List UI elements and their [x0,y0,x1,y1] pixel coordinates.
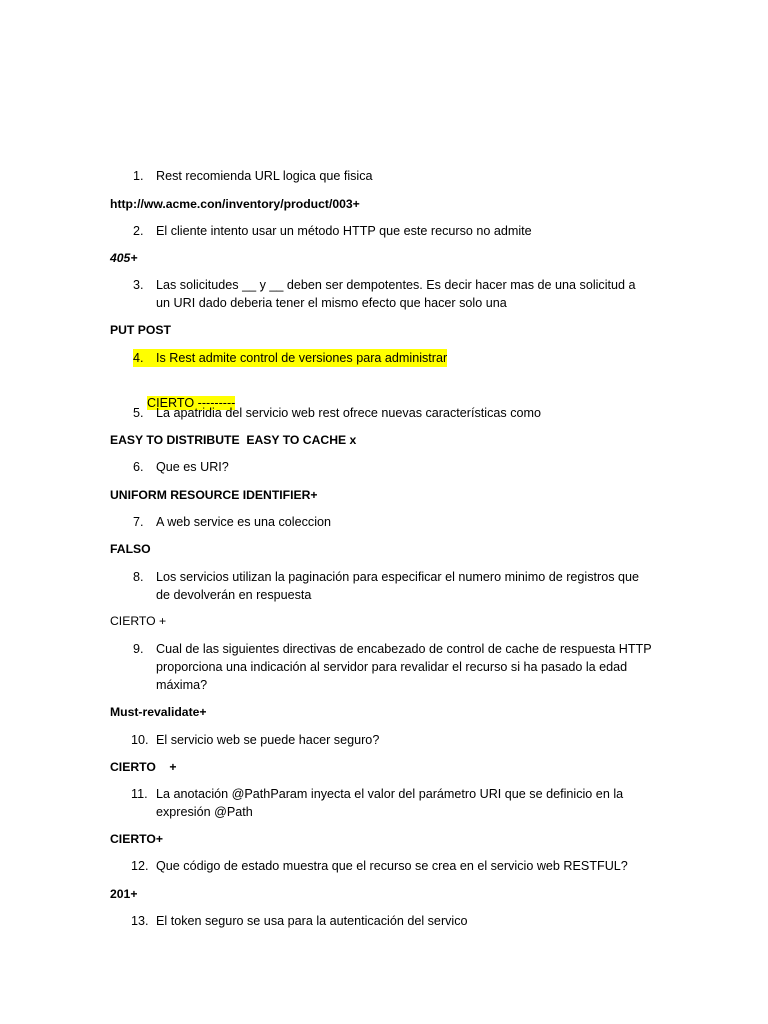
question-number: 2. [133,224,144,238]
answer-3: PUT POST [110,323,171,337]
question-number: 8. [133,570,144,584]
question-number: 11. [131,787,148,801]
question-text: A web service es una coleccion [156,515,332,529]
question-number: 4. [133,351,144,365]
question-number: 9. [133,642,144,656]
question-7 [133,513,653,531]
question-text: Que código de estado muestra que el recurso se crea en el servicio web RESTFUL? [156,859,628,873]
question-1 [133,167,653,185]
question-2 [133,222,653,240]
question-6 [133,458,653,476]
question-13 [131,912,651,930]
question-10 [131,731,651,749]
answer-9: Must-revalidate+ [110,705,207,719]
question-9 [133,640,653,694]
answer-1: http://ww.acme.con/inventory/product/003+ [110,197,360,211]
answer-5: EASY TO DISTRIBUTE EASY TO CACHE x [110,433,357,447]
question-number: 10. [131,733,149,747]
question-text: Que es URI? [156,460,229,474]
question-number: 3. [133,278,144,292]
question-text: La apatridia del servicio web rest ofrece nuevas características como [156,406,541,420]
question-number: 12. [131,859,149,873]
question-text: Is Rest admite control de versiones para administrar [156,351,448,365]
question-number: 13. [131,914,149,928]
question-4 [133,349,653,367]
highlighted-question [133,349,447,367]
answer-8: CIERTO + [110,614,167,628]
question-12 [131,857,651,875]
question-text: El token seguro se usa para la autenticación del servico [156,914,468,928]
question-5 [133,404,653,422]
question-8 [133,568,653,604]
answer-2: 405+ [110,251,138,265]
question-number: 7. [133,515,144,529]
answer-7: FALSO [110,542,151,556]
question-text: El servicio web se puede hacer seguro? [156,733,380,747]
question-3 [133,276,653,312]
question-number: 1. [133,169,144,183]
question-text: Las solicitudes __ y __ deben ser dempotentes. Es decir hacer mas de una solicitud a un URI dado deberia tener el mismo efecto que hacer solo una [156,278,636,310]
question-text: Los servicios utilizan la paginación para especificar el numero minimo de registros que de devolverán en respuesta [156,570,640,602]
answer-6: UNIFORM RESOURCE IDENTIFIER+ [110,488,318,502]
question-11 [131,785,651,821]
answer-11: CIERTO+ [110,832,163,846]
question-text: Rest recomienda URL logica que fisica [156,169,373,183]
question-text: La anotación @PathParam inyecta el valor del parámetro URI que se definicio en la expresión @Path [156,787,624,819]
question-text: El cliente intento usar un método HTTP que este recurso no admite [156,224,532,238]
answer-12: 201+ [110,887,138,901]
answer-10: CIERTO + [110,760,177,774]
question-number: 5. [133,406,144,420]
highlighted-answer: CIERTO --------- [147,396,236,410]
question-number: 6. [133,460,144,474]
question-text: Cual de las siguientes directivas de encabezado de control de cache de respuesta HTTP proporciona una indicación al servidor para revalidar el recurso si ha pasado la edad máxima? [156,642,652,692]
